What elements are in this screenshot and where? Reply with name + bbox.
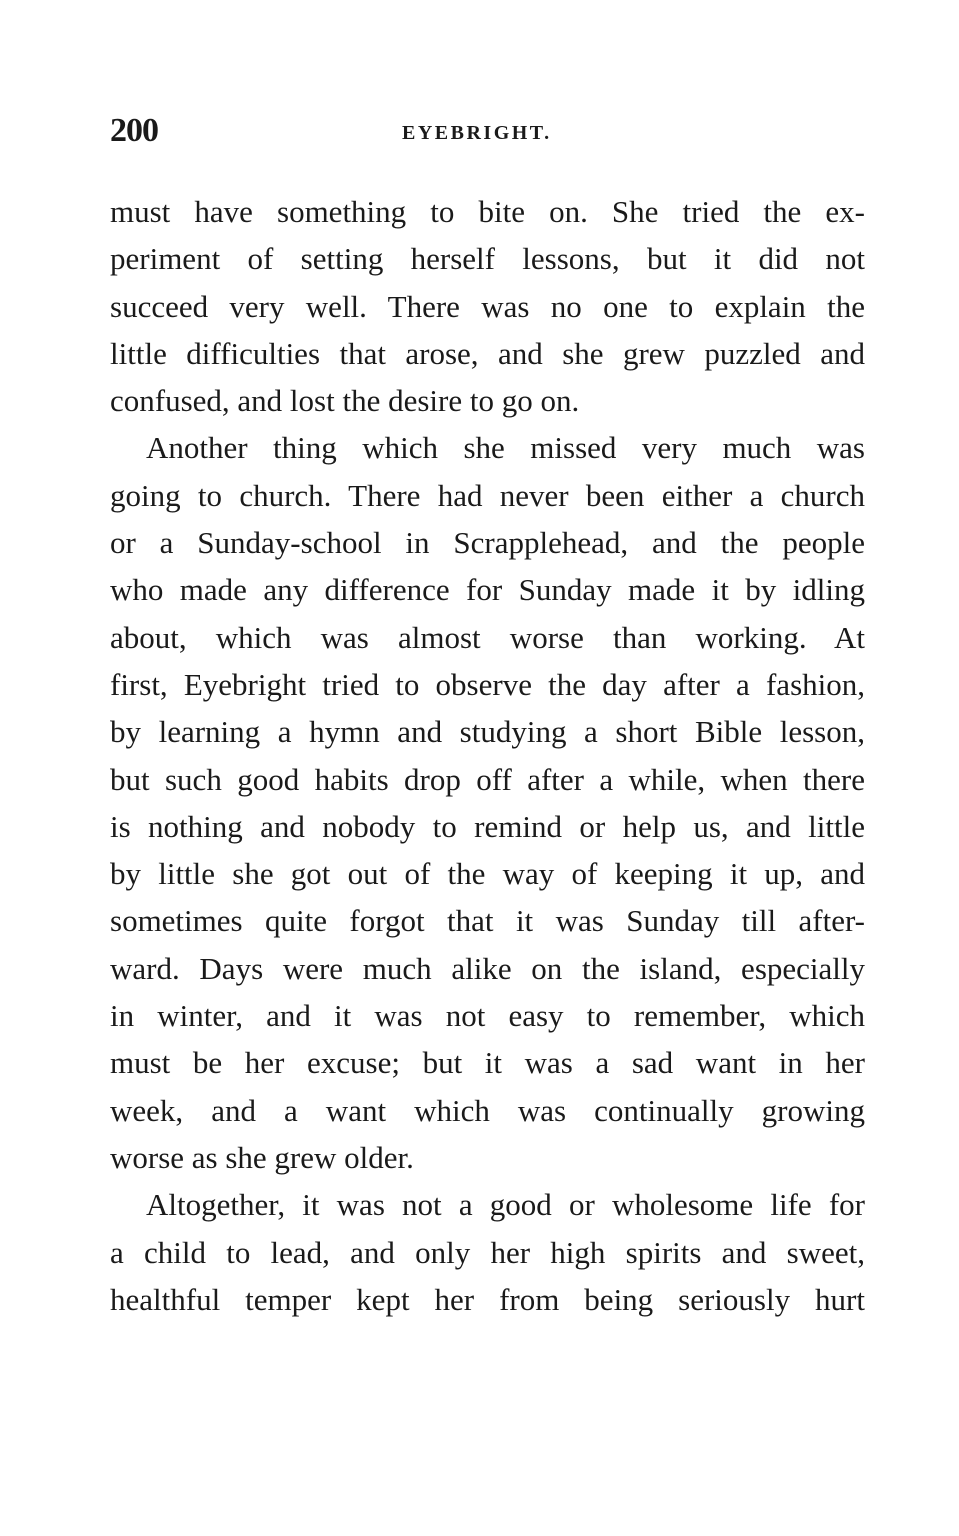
paragraph-1 [110, 188, 865, 424]
text-line: Altogether, it was not a good or wholesome life for [146, 1187, 865, 1223]
text-line: in winter, and it was not easy to remember, which [110, 998, 865, 1034]
text-line: by little she got out of the way of keeping it up, and [110, 856, 865, 892]
text-line: Another thing which she missed very much was [146, 430, 865, 466]
running-title: EYEBRIGHT. [402, 122, 552, 144]
text-line: or a Sunday-school in Scrapplehead, and the people [110, 525, 865, 561]
body-text [110, 188, 865, 1323]
paragraph-2 [110, 424, 865, 1181]
text-line: by learning a hymn and studying a short Bible lesson, [110, 714, 865, 750]
text-line: who made any difference for Sunday made it by idling [110, 572, 865, 608]
running-head [110, 112, 865, 162]
text-line: is nothing and nobody to remind or help us, and little [110, 808, 865, 844]
text-line: week, and a want which was continually growing [110, 1092, 865, 1128]
text-line: periment of setting herself lessons, but it did not [110, 241, 865, 277]
text-line: succeed very well. There was no one to explain the [110, 288, 865, 324]
text-line: but such good habits drop off after a while, when there [110, 761, 865, 797]
text-line: first, Eyebright tried to observe the day after a fashion, [110, 666, 865, 702]
text-line: sometimes quite forgot that it was Sunday till after- [110, 903, 865, 939]
text-line: must be her excuse; but it was a sad want in her [110, 1045, 865, 1081]
text-line: a child to lead, and only her high spirits and sweet, [110, 1234, 865, 1270]
text-line: little difficulties that arose, and she grew puzzled and [110, 335, 865, 371]
text-line: confused, and lost the desire to go on. [110, 383, 580, 419]
paragraph-3 [110, 1181, 865, 1323]
text-line: ward. Days were much alike on the island, especially [110, 950, 865, 986]
text-line: healthful temper kept her from being seriously hurt [110, 1281, 865, 1317]
text-line: must have something to bite on. She tried the ex- [110, 194, 865, 229]
page-number: 200 [110, 112, 158, 149]
text-line: going to church. There had never been either a church [110, 477, 865, 513]
text-line: worse as she grew older. [110, 1139, 414, 1175]
text-line: about, which was almost worse than working. At [110, 619, 865, 655]
